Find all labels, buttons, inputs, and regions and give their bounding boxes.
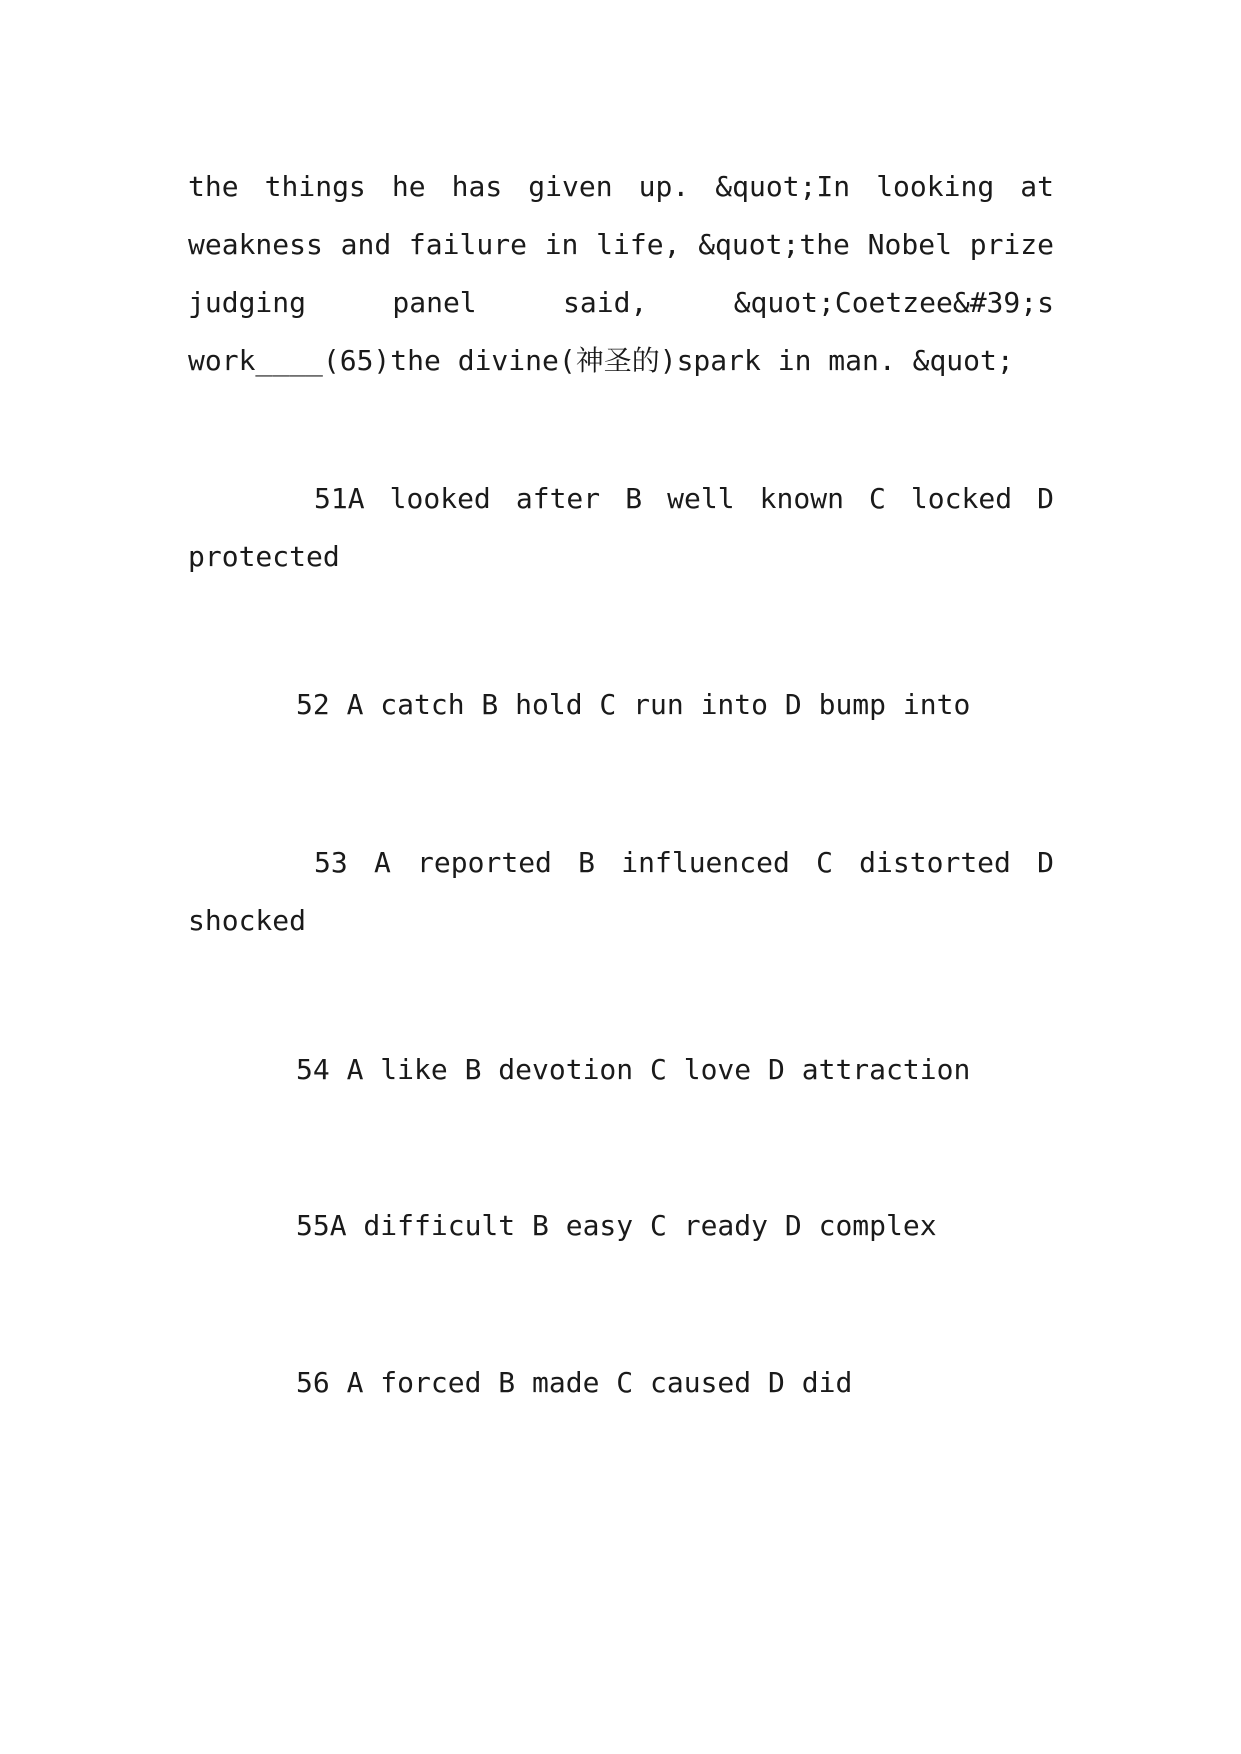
passage-line: the things he has given up. &quot;In looking at (188, 170, 1054, 203)
question-51 (188, 470, 1054, 586)
question-55: 55A difficult B easy C ready D complex (296, 1209, 937, 1242)
passage-line: work____(65)the divine(神圣的)spark in man. &quot; (188, 344, 1014, 377)
question-52: 52 A catch B hold C run into D bump into (296, 688, 971, 721)
question-56: 56 A forced B made C caused D did (296, 1366, 853, 1399)
passage-line: weakness and failure in life, &quot;the Nobel prize (188, 228, 1054, 261)
question-54: 54 A like B devotion C love D attraction (296, 1053, 971, 1086)
passage-paragraph (188, 158, 1054, 390)
question-53 (188, 834, 1054, 950)
question-options: 51A looked after B well known C locked D (314, 482, 1054, 515)
question-options-continued: shocked (188, 904, 307, 937)
question-options-continued: protected (188, 540, 340, 573)
question-options: 53 A reported B influenced C distorted D (314, 846, 1054, 879)
passage-line: judging panel said, &quot;Coetzee&#39;s (188, 286, 1054, 319)
